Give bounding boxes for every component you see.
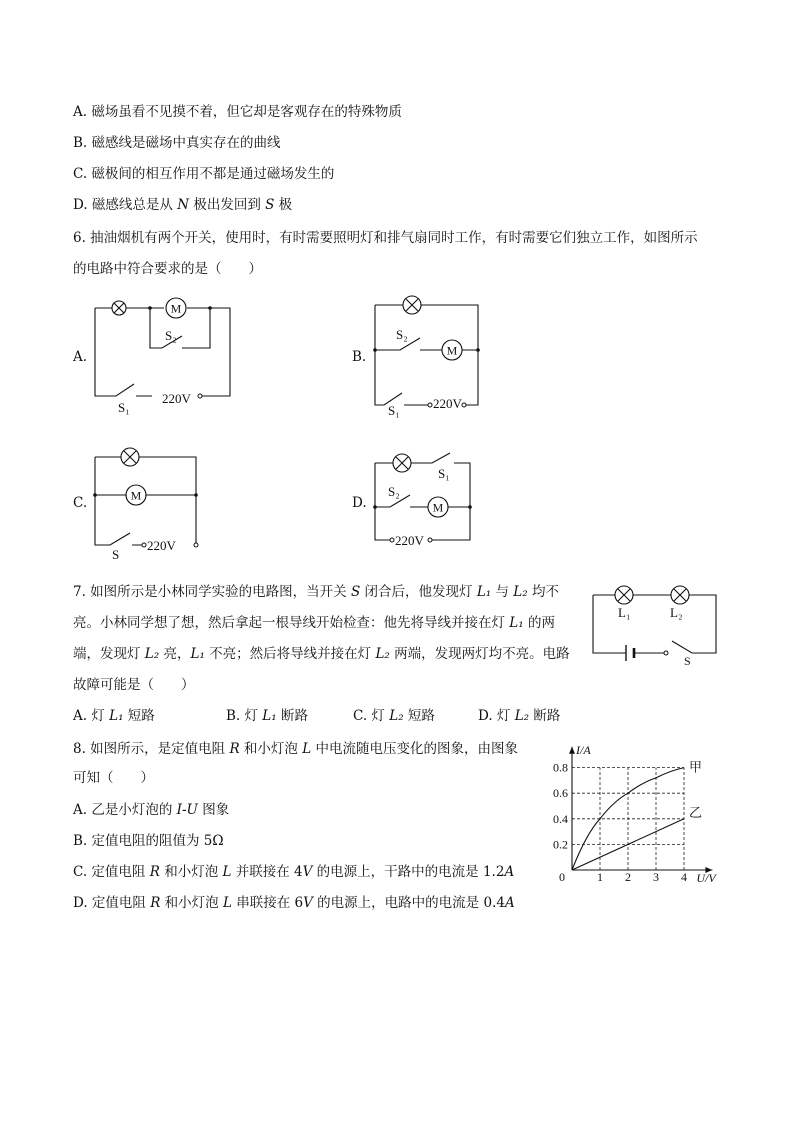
q8-stem-line2: 可知（ ） — [73, 770, 154, 786]
switch-label-s2: S₂ — [165, 328, 177, 343]
q5-option-d: D. 磁感线总是从 N 极出发回到 S 极 — [73, 197, 293, 213]
switch-label-s: S — [112, 547, 120, 562]
series-label-1: 甲 — [689, 759, 703, 775]
q8-option-b: B. 定值电阻的阻值为 5Ω — [73, 833, 224, 849]
motor-label: M — [446, 343, 458, 358]
q8-option-d: D. 定值电阻 R 和小灯泡 L 串联接在 6V 的电源上，电路中的电流是 0.4A — [73, 895, 515, 911]
q7-option-b: B. 灯 L₁ 断路 — [226, 708, 308, 724]
q7-option-d: D. 灯 L₂ 断路 — [478, 708, 561, 724]
y-axis-arrow — [569, 747, 575, 754]
voltage-label: 220V — [162, 391, 191, 406]
q6-option-d-label: D. — [352, 495, 367, 511]
x-tick-label: 2 — [625, 870, 631, 884]
voltage-label: 220V — [147, 538, 176, 553]
switch-label-s2: S₂ — [396, 327, 408, 342]
lamp-label-l1: L₁ — [618, 605, 631, 620]
lamp-label-l2: L₂ — [670, 605, 683, 620]
voltage-label: 220V — [395, 533, 424, 548]
switch-label-s1: S₁ — [438, 466, 450, 481]
q8-option-a: A. 乙是小灯泡的 I-U 图象 — [73, 802, 230, 818]
x-tick-label: 3 — [653, 870, 659, 884]
series-label-2: 乙 — [689, 804, 703, 820]
switch-label-s1: S₁ — [388, 403, 400, 418]
q8-option-c: C. 定值电阻 R 和小灯泡 L 并联接在 4V 的电源上，干路中的电流是 1.2A — [73, 864, 515, 880]
q6-stem-line1: 6. 抽油烟机有两个开关，使用时，有时需要照明灯和排气扇同时工作，有时需要它们独立工作，如图所示 — [73, 230, 698, 246]
q6-option-b-label: B. — [352, 349, 367, 365]
x-tick-label: 1 — [597, 870, 603, 884]
q7-option-a: A. 灯 L₁ 短路 — [73, 708, 155, 724]
y-tick-label: 0.4 — [553, 811, 568, 826]
q6-option-c-label: C. — [73, 495, 88, 511]
y-tick-label: 0.6 — [553, 786, 568, 801]
iu-chart — [540, 738, 740, 888]
switch-label-s: S — [684, 654, 691, 668]
q6-circuit-d — [370, 448, 490, 553]
q8-stem-line1: 8. 如图所示，是定值电阻 R 和小灯泡 L 中电流随电压变化的图象，由图象 — [73, 741, 518, 757]
y-tick-label: 0.8 — [553, 760, 568, 775]
y-tick-label: 0.2 — [553, 837, 568, 852]
switch-label-s2: S₂ — [388, 484, 400, 499]
x-tick-label: 0 — [559, 870, 565, 884]
q6-option-a-label: A. — [73, 349, 88, 365]
y-axis-label: I/A — [576, 742, 591, 757]
switch-label-s1: S₁ — [118, 400, 130, 415]
q7-option-c: C. 灯 L₂ 短路 — [353, 708, 435, 724]
q5-option-c: C. 磁极间的相互作用不都是通过磁场发生的 — [73, 166, 335, 182]
q6-stem-line2: 的电路中符合要求的是（ ） — [73, 261, 262, 277]
motor-label: M — [130, 488, 142, 503]
x-axis-label: U/V — [696, 871, 716, 885]
q7-circuit — [588, 585, 728, 670]
motor-label: M — [170, 301, 182, 316]
q5-option-a: A. 磁场虽看不见摸不着，但它却是客观存在的特殊物质 — [73, 104, 402, 120]
q7-stem-line4: 故障可能是（ ） — [73, 677, 195, 693]
voltage-label: 220V — [433, 396, 462, 411]
q7-stem-line1: 7. 如图所示是小林同学实验的电路图，当开关 S 闭合后，他发现灯 L₁ 与 L₂ 均不 — [73, 584, 559, 600]
q7-stem-line2: 亮。小林同学想了想，然后拿起一根导线开始检查：他先将导线并接在灯 L₁ 的两 — [73, 615, 555, 631]
q6-circuit-b — [370, 293, 500, 423]
q6-circuit-c — [90, 445, 220, 560]
x-tick-label: 4 — [681, 870, 687, 884]
q5-option-b: B. 磁感线是磁场中真实存在的曲线 — [73, 135, 281, 151]
motor-label: M — [432, 500, 444, 515]
q6-circuit-a — [90, 296, 240, 416]
q7-stem-line3: 端，发现灯 L₂ 亮，L₁ 不亮；然后将导线并接在灯 L₂ 两端，发现两灯均不亮。电路 — [73, 646, 570, 662]
